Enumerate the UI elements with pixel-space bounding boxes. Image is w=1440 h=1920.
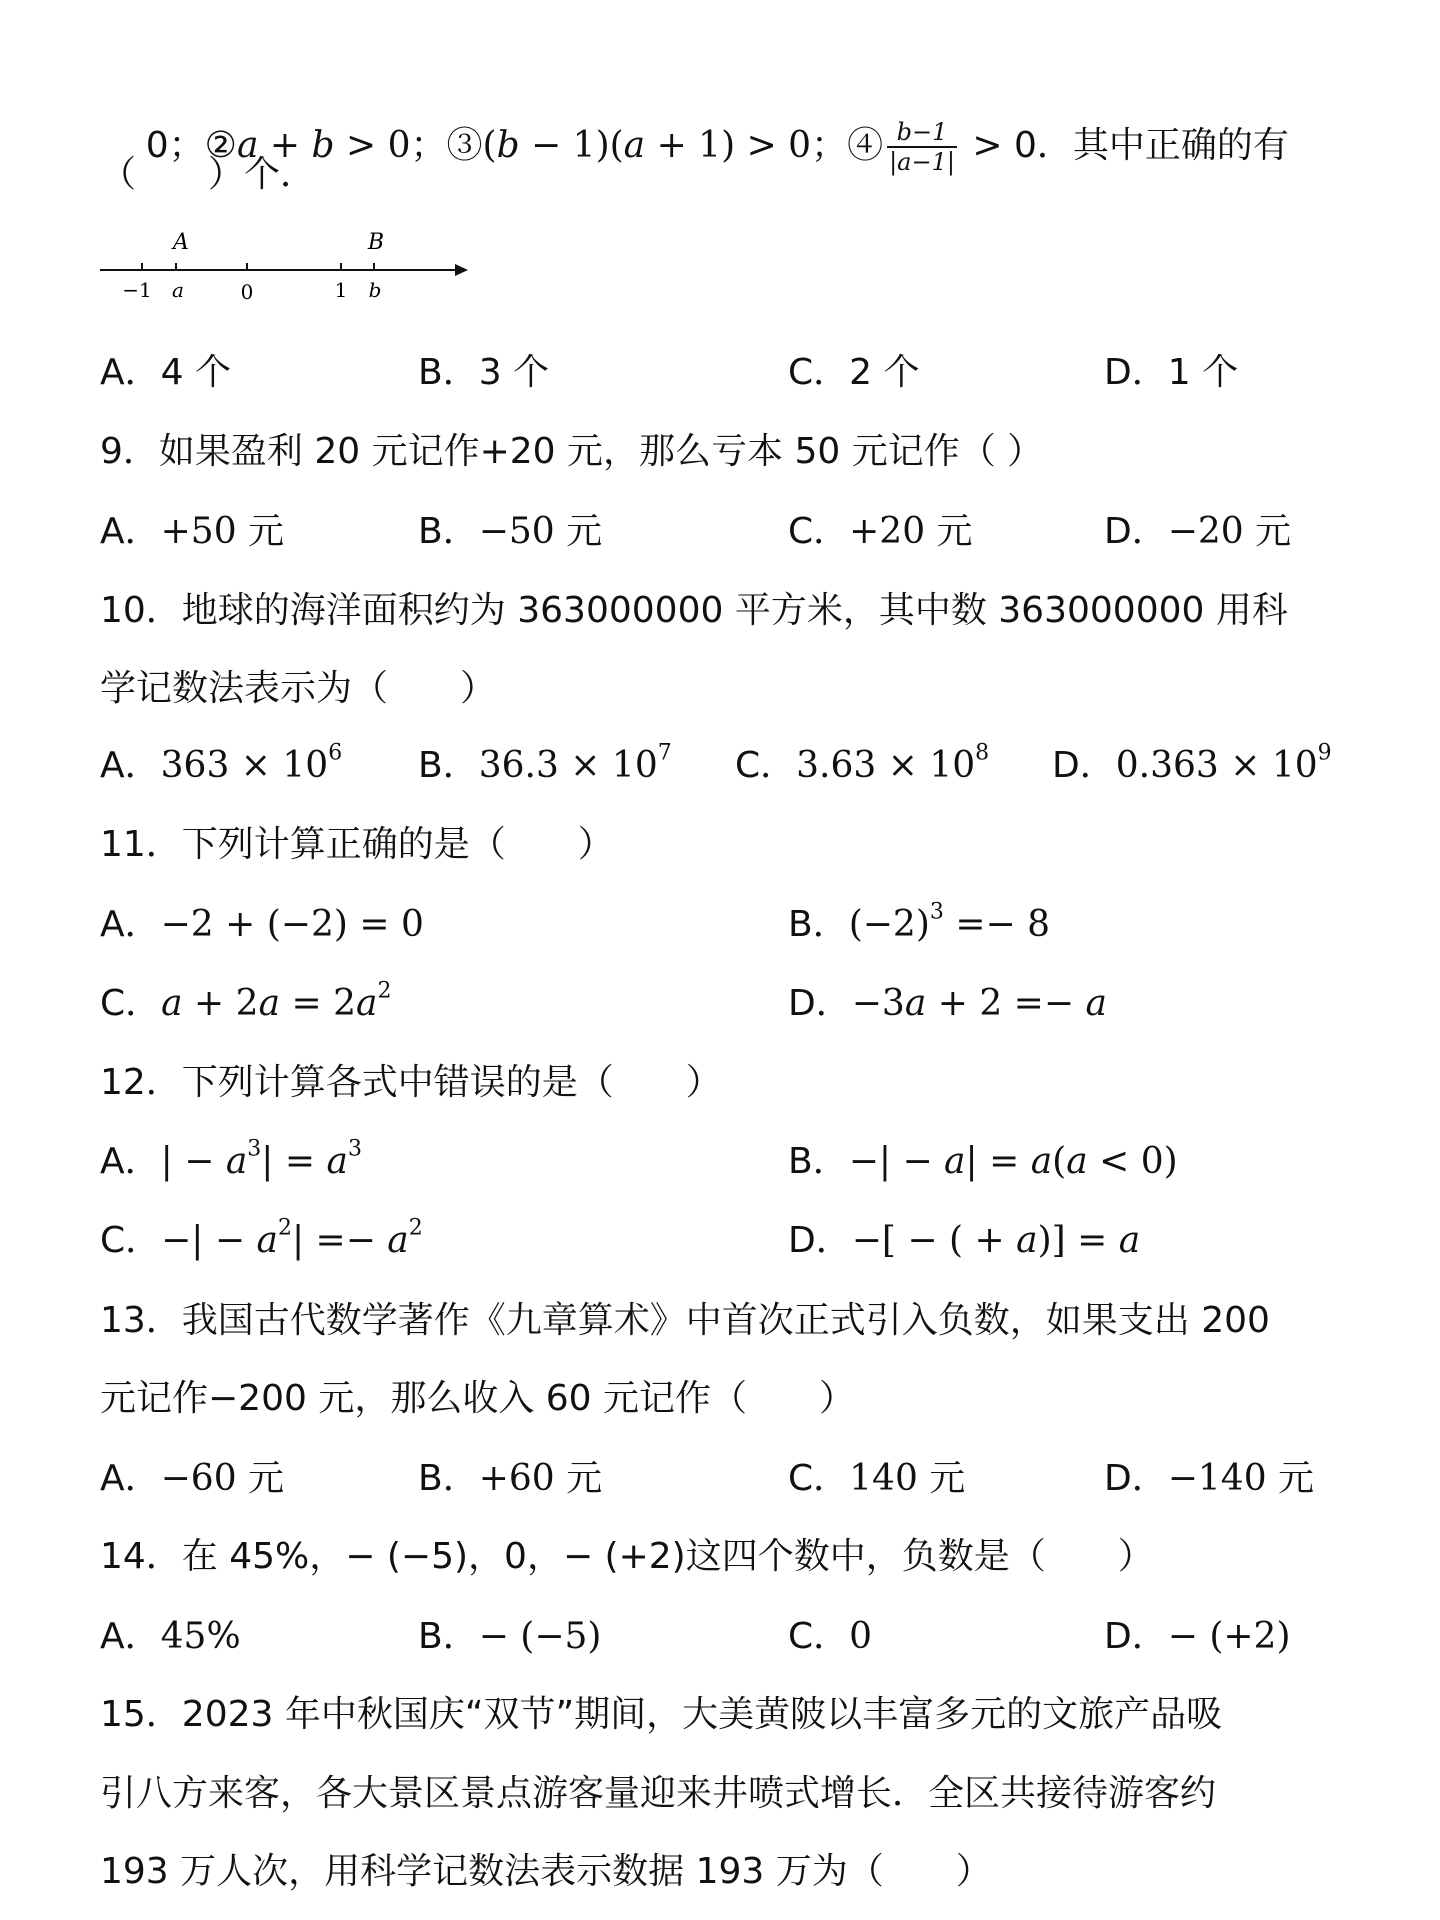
option-exponent: 9 (1317, 740, 1332, 766)
option-letter: A． (100, 352, 161, 393)
option-text: −| − (161, 1220, 257, 1261)
q8-var: a (236, 125, 259, 166)
q8-option-b[interactable] (418, 350, 549, 396)
q8-var: a (623, 125, 646, 166)
q14-option-a[interactable] (100, 1614, 241, 1660)
q9-option-c[interactable] (788, 509, 973, 555)
option-text: +20 元 (849, 511, 973, 552)
q8-text: − 1)( (519, 125, 624, 166)
option-letter: C． (788, 1458, 850, 1499)
option-base: 36.3 × 10 (478, 745, 658, 786)
q14-stem: 14．在 45%，− (−5)，0，− (+2)这四个数中，负数是（ ） (100, 1536, 1154, 1577)
tick-label-one: 1 (334, 278, 348, 302)
option-letter: B． (418, 1616, 479, 1657)
option-text: + 2 =− (926, 983, 1086, 1024)
tick-label-minus-one: −1 (122, 278, 152, 302)
q13-option-d[interactable] (1104, 1456, 1314, 1502)
q8-text: > 0．其中正确的有 (960, 125, 1289, 166)
option-var: a (225, 1141, 248, 1182)
option-base: 3.63 × 10 (796, 745, 976, 786)
option-var: a (387, 1220, 409, 1261)
option-text: − (−5) (478, 1616, 602, 1657)
option-text: 3 个 (478, 352, 550, 393)
tick-label-b: b (368, 278, 382, 302)
point-label-A: A (173, 230, 189, 255)
q8-var: b (496, 125, 520, 166)
number-line-arrow (455, 264, 468, 276)
q10-stem-line2: 学记数法表示为（ ） (100, 668, 497, 709)
q8-statement-line (100, 72, 1289, 222)
option-letter: D． (788, 1220, 852, 1261)
q13-stem-line2: 元记作−200 元，那么收入 60 元记作（ ） (100, 1378, 856, 1419)
option-letter: A． (100, 1141, 161, 1182)
q14-option-c[interactable] (788, 1614, 872, 1660)
option-letter: C． (788, 511, 850, 552)
q12-option-a[interactable] (100, 1136, 362, 1185)
q10-stem-line1: 10．地球的海洋面积约为 363000000 平方米，其中数 363000000 用科 (100, 590, 1288, 631)
option-text: 2 个 (849, 352, 920, 393)
option-exponent: 3 (929, 899, 944, 925)
option-text: | − (160, 1141, 226, 1182)
option-text: −2 + (−2) = 0 (160, 904, 424, 945)
option-text: < 0) (1087, 1141, 1178, 1182)
option-var: a (326, 1141, 348, 1182)
q13-option-b[interactable] (418, 1456, 602, 1502)
option-text: 140 元 (849, 1458, 966, 1499)
q10-option-a[interactable] (100, 740, 343, 789)
option-var: a (1030, 1141, 1053, 1182)
option-text: 1 个 (1167, 352, 1239, 393)
q8-var: b (311, 125, 335, 166)
option-letter: C． (100, 983, 162, 1024)
q10-option-d[interactable] (1052, 740, 1332, 789)
fraction-numerator: b−1 (896, 118, 948, 146)
option-letter: A． (100, 904, 161, 945)
option-text: −60 元 (160, 1458, 285, 1499)
option-letter: C． (100, 1220, 162, 1261)
option-letter: A． (100, 1616, 161, 1657)
q14-option-d[interactable] (1104, 1614, 1291, 1660)
option-letter: B． (418, 511, 479, 552)
option-letter: B． (418, 352, 479, 393)
option-var: a (356, 983, 378, 1024)
option-text: −[ − ( + (851, 1220, 1017, 1261)
option-text: −20 元 (1167, 511, 1292, 552)
option-letter: C． (788, 352, 850, 393)
number-line-figure (95, 225, 475, 315)
option-var: a (1118, 1220, 1141, 1261)
option-letter: D． (1104, 1616, 1168, 1657)
option-exponent: 6 (328, 740, 343, 766)
option-text: +50 元 (160, 511, 285, 552)
option-exponent: 8 (975, 740, 990, 766)
q15-stem-line1: 15．2023 年中秋国庆“双节”期间，大美黄陂以丰富多元的文旅产品吸 (100, 1694, 1223, 1735)
tick-label-zero: 0 (240, 280, 254, 304)
option-text: (−2) (848, 904, 930, 945)
option-letter: D． (1052, 745, 1116, 786)
option-text: −| − (848, 1141, 945, 1182)
option-letter: A． (100, 1458, 161, 1499)
option-var: a (944, 1141, 966, 1182)
option-exponent: 2 (277, 1215, 292, 1241)
q8-text: > 0；③( (334, 125, 497, 166)
q15-stem-line3: 193 万人次，用科学记数法表示数据 193 万为（ ） (100, 1851, 992, 1892)
q11-stem: 11．下列计算正确的是（ ） (100, 824, 614, 865)
option-text: =− 8 (943, 904, 1050, 945)
q11-option-c[interactable] (100, 978, 392, 1027)
option-text: | = (965, 1141, 1031, 1182)
option-letter: D． (1104, 1458, 1168, 1499)
fraction-denominator: |a−1| (889, 148, 955, 176)
option-var: a (904, 983, 927, 1024)
option-text: −140 元 (1167, 1458, 1315, 1499)
option-var: a (1085, 983, 1107, 1024)
option-letter: B． (418, 745, 479, 786)
option-text: 0 (849, 1616, 873, 1657)
q8-text: + (258, 125, 312, 166)
option-exponent: 7 (657, 740, 672, 766)
q13-option-a[interactable] (100, 1456, 284, 1502)
q10-option-c[interactable] (735, 740, 990, 789)
q12-option-b[interactable] (788, 1139, 1178, 1185)
q9-option-d[interactable] (1104, 509, 1291, 555)
option-var: a (256, 1220, 278, 1261)
q13-option-c[interactable] (788, 1456, 965, 1502)
option-text: −3 (851, 983, 905, 1024)
option-text: − (+2) (1167, 1616, 1291, 1657)
q15-stem-line2: 引八方来客，各大景区景点游客量迎来井喷式增长．全区共接待游客约 (100, 1773, 1217, 1814)
q11-option-d[interactable] (788, 981, 1107, 1027)
option-var: a (1066, 1141, 1088, 1182)
q9-stem: 9．如果盈利 20 元记作+20 元，那么亏本 50 元记作（ ） (100, 431, 1044, 472)
option-letter: B． (418, 1458, 479, 1499)
q8-answer-blank: （ ）个． (100, 154, 317, 195)
option-text: −50 元 (478, 511, 603, 552)
option-text: + 2 (182, 983, 259, 1024)
option-letter: B． (788, 1141, 849, 1182)
option-letter: A． (100, 745, 161, 786)
q8-fraction (887, 118, 957, 176)
option-letter: D． (1104, 352, 1168, 393)
option-text: | = (261, 1141, 327, 1182)
point-label-B: B (367, 230, 385, 255)
option-text: 45% (160, 1616, 241, 1657)
q14-option-b[interactable] (418, 1614, 601, 1660)
option-text: )] = (1037, 1220, 1119, 1261)
q12-stem: 12．下列计算各式中错误的是（ ） (100, 1062, 722, 1103)
option-letter: C． (788, 1616, 850, 1657)
option-text: = 2 (280, 983, 357, 1024)
option-var: a (258, 983, 281, 1024)
q12-option-d[interactable] (788, 1218, 1140, 1264)
option-base: 363 × 10 (160, 745, 329, 786)
q8-option-d[interactable] (1104, 350, 1238, 396)
option-text: 4 个 (160, 352, 231, 393)
option-exponent: 2 (408, 1215, 423, 1241)
option-exponent: 3 (247, 1136, 262, 1162)
q11-option-b[interactable] (788, 899, 1050, 948)
option-letter: D． (1104, 511, 1168, 552)
q13-stem-line1: 13．我国古代数学著作《九章算术》中首次正式引入负数，如果支出 200 (100, 1300, 1270, 1341)
q9-option-a[interactable] (100, 509, 284, 555)
q8-text: + 1) > 0；④ (645, 125, 884, 166)
option-var: a (161, 983, 183, 1024)
q8-text: 0；② (145, 125, 237, 166)
option-letter: C． (735, 745, 797, 786)
tick-label-a: a (172, 278, 184, 302)
option-exponent: 3 (347, 1136, 362, 1162)
option-text: ( (1052, 1141, 1067, 1182)
option-letter: A． (100, 511, 161, 552)
q12-option-c[interactable] (100, 1215, 423, 1264)
q11-option-a[interactable] (100, 902, 424, 948)
option-base: 0.363 × 10 (1115, 745, 1318, 786)
option-text: | =− (291, 1220, 388, 1261)
q8-option-a[interactable] (100, 350, 231, 396)
q9-option-b[interactable] (418, 509, 602, 555)
option-exponent: 2 (377, 978, 392, 1004)
q10-option-b[interactable] (418, 740, 672, 789)
option-var: a (1016, 1220, 1038, 1261)
q8-option-c[interactable] (788, 350, 920, 396)
option-letter: D． (788, 983, 852, 1024)
option-letter: B． (788, 904, 849, 945)
option-text: +60 元 (478, 1458, 603, 1499)
